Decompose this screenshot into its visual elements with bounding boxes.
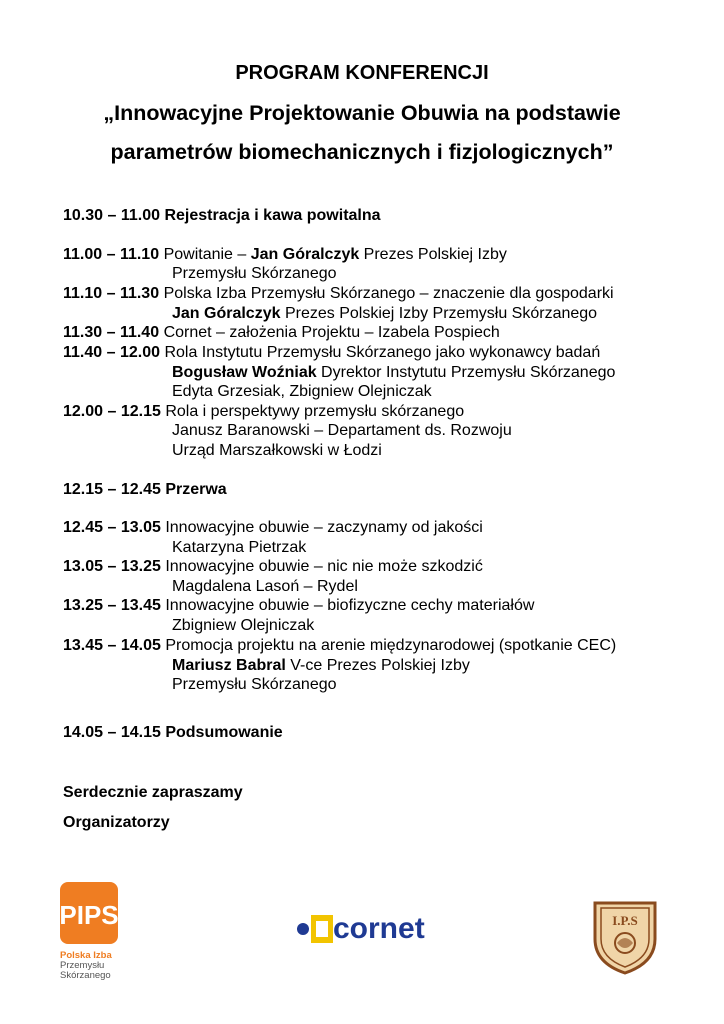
schedule-continuation: Edyta Grzesiak, Zbigniew Olejniczak — [172, 383, 432, 400]
schedule-continuation — [172, 363, 615, 383]
schedule-continuation — [172, 656, 470, 676]
schedule-row — [63, 480, 227, 500]
speaker-name: Jan Góralczyk — [172, 305, 281, 322]
schedule-continuation: Przemysłu Skórzanego — [172, 676, 337, 693]
schedule-continuation: Janusz Baranowski – Departament ds. Rozwoju — [172, 422, 512, 439]
pips-logo — [60, 882, 120, 982]
speaker-role: Dyrektor Instytutu Przemysłu Skórzanego — [316, 364, 616, 381]
schedule-row — [63, 518, 483, 538]
conference-title-line1: „Innowacyjne Projektowanie Obuwia na podstawie — [103, 101, 621, 125]
schedule-continuation: Urząd Marszałkowski w Łodzi — [172, 442, 382, 459]
schedule-continuation: Zbigniew Olejniczak — [172, 617, 315, 634]
schedule-row — [63, 245, 507, 265]
speaker-role: Prezes Polskiej Izby — [359, 246, 507, 263]
schedule-time: 13.05 – 13.25 — [63, 558, 161, 575]
svg-text:I.P.S: I.P.S — [612, 913, 638, 928]
schedule-time: 11.10 – 11.30 — [63, 285, 160, 302]
schedule-row — [63, 284, 614, 304]
schedule-row — [63, 323, 500, 343]
speaker-role: Prezes Polskiej Izby Przemysłu Skórzanego — [280, 305, 598, 322]
speaker-role: V-ce Prezes Polskiej Izby — [285, 657, 470, 674]
ips-shield-icon — [590, 895, 660, 975]
speaker-name: Mariusz Babral — [172, 657, 286, 674]
schedule-time: 11.00 – 11.10 — [63, 246, 160, 263]
schedule-row — [63, 343, 600, 363]
schedule-time: 13.25 – 13.45 — [63, 597, 161, 614]
invitation-text: Serdecznie zapraszamy — [63, 784, 243, 801]
schedule-text: Innowacyjne obuwie – biofizyczne cechy materiałów — [165, 597, 535, 614]
schedule-continuation: Magdalena Lasoń – Rydel — [172, 578, 358, 595]
organizers-label: Organizatorzy — [63, 814, 170, 831]
speaker-name: Jan Góralczyk — [250, 246, 360, 263]
cornet-logo-mark — [293, 905, 428, 945]
svg-text:cornet: cornet — [333, 912, 425, 945]
schedule-text: Polska Izba Przemysłu Skórzanego – znaczenie dla gospodarki — [163, 285, 614, 302]
schedule-text: Innowacyjne obuwie – zaczynamy od jakości — [165, 519, 483, 536]
schedule-continuation — [172, 304, 597, 324]
schedule-title: Przerwa — [165, 481, 227, 498]
speaker-name: Bogusław Woźniak — [172, 364, 317, 381]
page-title: PROGRAM KONFERENCJI — [235, 62, 489, 84]
pips-logo-line2: Przemysłu — [60, 960, 105, 971]
pips-logo-line3: Skórzanego — [60, 970, 111, 981]
schedule-time: 10.30 – 11.00 — [63, 207, 160, 224]
schedule-row — [63, 402, 464, 422]
schedule-row — [63, 723, 283, 743]
schedule-continuation: Katarzyna Pietrzak — [172, 539, 307, 556]
pips-logo-mark — [60, 882, 118, 944]
schedule-text: Innowacyjne obuwie – nic nie może szkodzić — [165, 558, 483, 575]
schedule-text: Promocja projektu na arenie międzynarodowej (spotkanie CEC) — [165, 637, 617, 654]
schedule-row — [63, 636, 616, 656]
conference-title-line2: parametrów biomechanicznych i fizjologicznych” — [110, 140, 614, 164]
page-header — [0, 60, 724, 165]
schedule-time: 11.30 – 11.40 — [63, 324, 160, 341]
schedule-text: Powitanie – — [163, 246, 251, 263]
schedule-time: 12.15 – 12.45 — [63, 481, 161, 498]
schedule-time: 11.40 – 12.00 — [63, 344, 160, 361]
schedule-time: 12.45 – 13.05 — [63, 519, 161, 536]
schedule-continuation: Przemysłu Skórzanego — [172, 265, 337, 282]
schedule-text: Cornet – założenia Projektu – Izabela Pospiech — [163, 324, 500, 341]
schedule-time: 14.05 – 14.15 — [63, 724, 161, 741]
schedule-row — [63, 206, 381, 226]
schedule-row — [63, 557, 483, 577]
schedule-title: Rejestracja i kawa powitalna — [164, 207, 381, 224]
svg-text:PIPS: PIPS — [60, 900, 118, 930]
ips-logo — [590, 895, 660, 975]
schedule-title: Podsumowanie — [165, 724, 283, 741]
schedule-text: Rola Instytutu Przemysłu Skórzanego jako wykonawcy badań — [164, 344, 601, 361]
schedule-row — [63, 596, 534, 616]
pips-logo-line1: Polska Izba — [60, 950, 112, 961]
schedule-text: Rola i perspektywy przemysłu skórzanego — [165, 403, 465, 420]
schedule-time: 12.00 – 12.15 — [63, 403, 161, 420]
cornet-logo — [293, 905, 428, 945]
schedule-time: 13.45 – 14.05 — [63, 637, 161, 654]
